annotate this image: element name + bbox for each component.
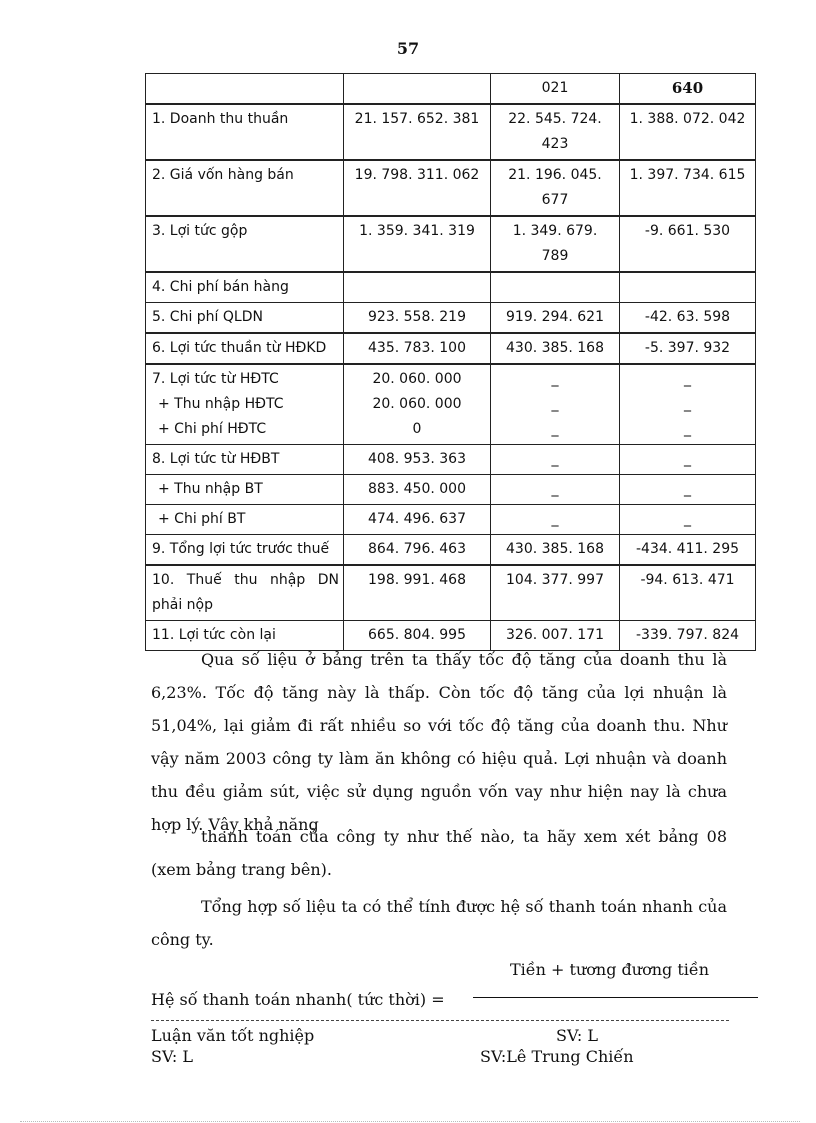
formula-numerator: Tiền + tương đương tiền	[510, 960, 710, 979]
formula-label: Hệ số thanh toán nhanh( tức thời) =	[151, 990, 445, 1009]
cell-value: -42. 63. 598	[620, 303, 756, 334]
row-label: 3. Lợi tức gộp	[146, 216, 344, 272]
cell-value	[491, 272, 620, 303]
row-label: 5. Chi phí QLDN	[146, 303, 344, 334]
row-label: 9. Tổng lợi tức trước thuế	[146, 535, 344, 566]
footer-divider	[151, 1020, 729, 1021]
table-row	[146, 475, 756, 505]
cell-value: -94. 613. 471	[620, 565, 756, 621]
cell-dash: _	[684, 396, 691, 412]
cell-value	[344, 364, 491, 445]
page-bottom-edge	[20, 1121, 800, 1122]
cell-value: 21. 196. 045. 677	[491, 160, 620, 216]
cell-value-line: 0	[412, 421, 422, 437]
cell-dash: _	[491, 505, 620, 535]
row-label	[146, 505, 344, 535]
table-row	[146, 104, 756, 160]
cell-value: -339. 797. 824	[620, 621, 756, 651]
cell-value: 326. 007. 171	[491, 621, 620, 651]
financial-table	[145, 73, 756, 651]
table-row	[146, 272, 756, 303]
table-row	[146, 505, 756, 535]
cell-value: -434. 411. 295	[620, 535, 756, 566]
cell-value: 1. 359. 341. 319	[344, 216, 491, 272]
cell-value: 883. 450. 000	[344, 475, 491, 505]
table-header-cell	[146, 74, 344, 105]
cell-value: 1. 349. 679. 789	[491, 216, 620, 272]
cell-dash: _	[684, 421, 691, 437]
table-header-cell	[344, 74, 491, 105]
cell-value: 430. 385. 168	[491, 333, 620, 364]
cell-dash: _	[491, 445, 620, 475]
row-sublabel: + Chi phí HĐTC	[158, 421, 267, 437]
footer-student-label: SV: L	[556, 1026, 599, 1045]
table-row	[146, 565, 756, 621]
row-label: 11. Lợi tức còn lại	[146, 621, 344, 651]
paragraph-summary: Tổng hợp số liệu ta có thể tính được hệ số thanh toán nhanh của công ty.	[151, 897, 727, 949]
cell-dash: _	[551, 421, 559, 437]
cell-dash: _	[491, 475, 620, 505]
footer-student-name: SV:Lê Trung Chiến	[480, 1047, 634, 1066]
cell-value-line: 20. 060. 000	[372, 396, 462, 412]
cell-value: 21. 157. 652. 381	[344, 104, 491, 160]
row-sublabel: + Thu nhập BT	[158, 481, 263, 497]
table-row	[146, 445, 756, 475]
cell-value: -5. 397. 932	[620, 333, 756, 364]
cell-value: 665. 804. 995	[344, 621, 491, 651]
cell-dash: _	[620, 475, 756, 505]
table-row	[146, 160, 756, 216]
cell-value-line: 20. 060. 000	[372, 371, 462, 387]
cell-value: 435. 783. 100	[344, 333, 491, 364]
cell-value: 408. 953. 363	[344, 445, 491, 475]
cell-value: 1. 388. 072. 042	[620, 104, 756, 160]
cell-dash: _	[684, 371, 691, 387]
table-row	[146, 364, 756, 445]
footer-student-label-2: SV: L	[151, 1047, 194, 1066]
cell-dash: _	[551, 396, 559, 412]
row-label: 10. Thuế thu nhập DN phải nộp	[146, 565, 344, 621]
table-row	[146, 216, 756, 272]
cell-value	[344, 272, 491, 303]
row-label: 6. Lợi tức thuần từ HĐKD	[146, 333, 344, 364]
cell-value: 430. 385. 168	[491, 535, 620, 566]
cell-dash: _	[551, 371, 559, 387]
row-label-main: 7. Lợi tức từ HĐTC	[152, 371, 279, 387]
fraction-bar	[473, 997, 758, 998]
cell-value: 104. 377. 997	[491, 565, 620, 621]
table-row	[146, 535, 756, 566]
cell-value	[620, 364, 756, 445]
table-row	[146, 333, 756, 364]
table-header-cell: 021	[491, 74, 620, 105]
row-label: 1. Doanh thu thuần	[146, 104, 344, 160]
cell-value: 1. 397. 734. 615	[620, 160, 756, 216]
cell-dash: _	[620, 505, 756, 535]
page-number: 57	[396, 39, 420, 58]
cell-value: 198. 991. 468	[344, 565, 491, 621]
footer-thesis-label: Luận văn tốt nghiệp	[151, 1026, 315, 1045]
paragraph-liquidity: thanh toán của công ty như thế nào, ta hãy xem xét bảng 08 (xem bảng trang bên).	[151, 827, 727, 879]
row-label	[146, 475, 344, 505]
cell-value	[491, 364, 620, 445]
cell-value: 19. 798. 311. 062	[344, 160, 491, 216]
cell-value: 22. 545. 724. 423	[491, 104, 620, 160]
cell-value: 864. 796. 463	[344, 535, 491, 566]
cell-value: 919. 294. 621	[491, 303, 620, 334]
row-label: 2. Giá vốn hàng bán	[146, 160, 344, 216]
cell-value: -9. 661. 530	[620, 216, 756, 272]
table-row	[146, 303, 756, 334]
row-sublabel: + Chi phí BT	[158, 511, 246, 527]
cell-value	[620, 272, 756, 303]
paragraph-analysis: Qua số liệu ở bảng trên ta thấy tốc độ tăng của doanh thu là 6,23%. Tốc độ tăng này là thấp. Còn tốc độ tăng của lợi nhuận là 51,04%, lại giảm đi rất nhiều so với tốc độ tăng của doanh thu. Như vậy năm 2003 công ty làm ăn không có hiệu quả. Lợi nhuận và doanh thu đều giảm sút, việc sử dụng nguồn vốn vay như hiện nay là chưa hợp lý. Vậy khả năng	[151, 650, 727, 834]
row-label: 8. Lợi tức từ HĐBT	[146, 445, 344, 475]
row-label: 4. Chi phí bán hàng	[146, 272, 344, 303]
table-header-cell: 640	[620, 74, 756, 105]
cell-value: 474. 496. 637	[344, 505, 491, 535]
table-header-row	[146, 74, 756, 105]
row-sublabel: + Thu nhập HĐTC	[158, 396, 284, 412]
cell-dash: _	[620, 445, 756, 475]
row-label	[146, 364, 344, 445]
cell-value: 923. 558. 219	[344, 303, 491, 334]
